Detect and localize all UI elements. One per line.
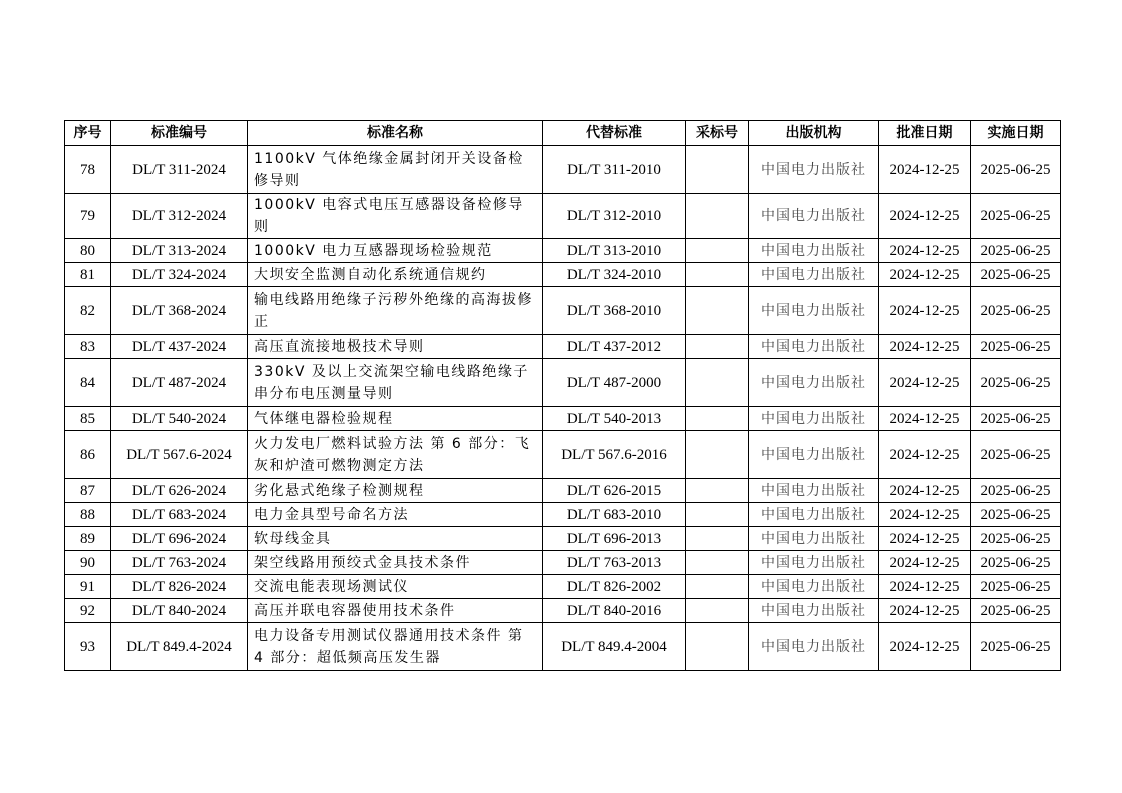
cell-code: DL/T 437-2024	[111, 335, 248, 359]
table-body	[65, 146, 1061, 671]
cell-name: 软母线金具	[248, 527, 543, 551]
cell-replaces: DL/T 437-2012	[543, 335, 686, 359]
cell-publisher: 中国电力出版社	[749, 479, 879, 503]
cell-effective: 2025-06-25	[971, 146, 1061, 194]
cell-replaces: DL/T 696-2013	[543, 527, 686, 551]
cell-adopted	[686, 359, 749, 407]
table-row	[65, 335, 1061, 359]
cell-name: 1000kV 电力互感器现场检验规范	[248, 239, 543, 263]
header-effective: 实施日期	[971, 121, 1061, 146]
cell-adopted	[686, 335, 749, 359]
cell-publisher: 中国电力出版社	[749, 287, 879, 335]
cell-name: 330kV 及以上交流架空输电线路绝缘子串分布电压测量导则	[248, 359, 543, 407]
table-row	[65, 527, 1061, 551]
cell-effective: 2025-06-25	[971, 407, 1061, 431]
cell-replaces: DL/T 840-2016	[543, 599, 686, 623]
table-row	[65, 146, 1061, 194]
cell-name: 大坝安全监测自动化系统通信规约	[248, 263, 543, 287]
cell-effective: 2025-06-25	[971, 359, 1061, 407]
cell-no: 88	[65, 503, 111, 527]
table-row	[65, 599, 1061, 623]
cell-publisher: 中国电力出版社	[749, 599, 879, 623]
cell-adopted	[686, 407, 749, 431]
cell-code: DL/T 840-2024	[111, 599, 248, 623]
cell-no: 90	[65, 551, 111, 575]
cell-approved: 2024-12-25	[879, 194, 971, 239]
cell-effective: 2025-06-25	[971, 479, 1061, 503]
table-row	[65, 431, 1061, 479]
header-no: 序号	[65, 121, 111, 146]
cell-effective: 2025-06-25	[971, 431, 1061, 479]
cell-no: 84	[65, 359, 111, 407]
cell-effective: 2025-06-25	[971, 239, 1061, 263]
cell-name: 输电线路用绝缘子污秽外绝缘的高海拔修正	[248, 287, 543, 335]
cell-no: 83	[65, 335, 111, 359]
cell-approved: 2024-12-25	[879, 527, 971, 551]
cell-adopted	[686, 551, 749, 575]
table-row	[65, 551, 1061, 575]
standards-table	[64, 120, 1061, 671]
cell-adopted	[686, 503, 749, 527]
cell-no: 79	[65, 194, 111, 239]
table-row	[65, 287, 1061, 335]
cell-name: 劣化悬式绝缘子检测规程	[248, 479, 543, 503]
cell-code: DL/T 368-2024	[111, 287, 248, 335]
cell-no: 92	[65, 599, 111, 623]
cell-replaces: DL/T 311-2010	[543, 146, 686, 194]
table-header-row	[65, 121, 1061, 146]
cell-replaces: DL/T 324-2010	[543, 263, 686, 287]
cell-no: 86	[65, 431, 111, 479]
table-row	[65, 263, 1061, 287]
cell-publisher: 中国电力出版社	[749, 551, 879, 575]
cell-publisher: 中国电力出版社	[749, 146, 879, 194]
cell-replaces: DL/T 683-2010	[543, 503, 686, 527]
cell-publisher: 中国电力出版社	[749, 263, 879, 287]
cell-name: 1000kV 电容式电压互感器设备检修导则	[248, 194, 543, 239]
cell-publisher: 中国电力出版社	[749, 239, 879, 263]
cell-publisher: 中国电力出版社	[749, 194, 879, 239]
cell-no: 80	[65, 239, 111, 263]
table-row	[65, 407, 1061, 431]
cell-name: 交流电能表现场测试仪	[248, 575, 543, 599]
header-replaces: 代替标准	[543, 121, 686, 146]
cell-replaces: DL/T 763-2013	[543, 551, 686, 575]
cell-approved: 2024-12-25	[879, 407, 971, 431]
cell-no: 89	[65, 527, 111, 551]
cell-replaces: DL/T 849.4-2004	[543, 623, 686, 671]
cell-approved: 2024-12-25	[879, 287, 971, 335]
cell-code: DL/T 626-2024	[111, 479, 248, 503]
header-adopted: 采标号	[686, 121, 749, 146]
cell-publisher: 中国电力出版社	[749, 431, 879, 479]
cell-effective: 2025-06-25	[971, 194, 1061, 239]
cell-replaces: DL/T 313-2010	[543, 239, 686, 263]
table-row	[65, 194, 1061, 239]
cell-name: 电力金具型号命名方法	[248, 503, 543, 527]
cell-code: DL/T 313-2024	[111, 239, 248, 263]
cell-code: DL/T 826-2024	[111, 575, 248, 599]
cell-adopted	[686, 287, 749, 335]
cell-replaces: DL/T 312-2010	[543, 194, 686, 239]
cell-replaces: DL/T 368-2010	[543, 287, 686, 335]
cell-adopted	[686, 623, 749, 671]
cell-name: 高压并联电容器使用技术条件	[248, 599, 543, 623]
cell-adopted	[686, 479, 749, 503]
cell-name: 高压直流接地极技术导则	[248, 335, 543, 359]
header-approved: 批准日期	[879, 121, 971, 146]
cell-approved: 2024-12-25	[879, 359, 971, 407]
cell-replaces: DL/T 626-2015	[543, 479, 686, 503]
cell-approved: 2024-12-25	[879, 623, 971, 671]
cell-effective: 2025-06-25	[971, 599, 1061, 623]
cell-name: 气体继电器检验规程	[248, 407, 543, 431]
cell-publisher: 中国电力出版社	[749, 407, 879, 431]
cell-publisher: 中国电力出版社	[749, 503, 879, 527]
cell-approved: 2024-12-25	[879, 239, 971, 263]
cell-name: 火力发电厂燃料试验方法 第 6 部分：飞灰和炉渣可燃物测定方法	[248, 431, 543, 479]
table-row	[65, 239, 1061, 263]
cell-code: DL/T 567.6-2024	[111, 431, 248, 479]
cell-code: DL/T 540-2024	[111, 407, 248, 431]
table-row	[65, 623, 1061, 671]
cell-effective: 2025-06-25	[971, 263, 1061, 287]
cell-adopted	[686, 575, 749, 599]
cell-code: DL/T 312-2024	[111, 194, 248, 239]
cell-approved: 2024-12-25	[879, 335, 971, 359]
cell-publisher: 中国电力出版社	[749, 527, 879, 551]
cell-name: 1100kV 气体绝缘金属封闭开关设备检修导则	[248, 146, 543, 194]
cell-publisher: 中国电力出版社	[749, 623, 879, 671]
table-row	[65, 359, 1061, 407]
cell-no: 87	[65, 479, 111, 503]
header-name: 标准名称	[248, 121, 543, 146]
cell-publisher: 中国电力出版社	[749, 335, 879, 359]
cell-code: DL/T 763-2024	[111, 551, 248, 575]
cell-code: DL/T 324-2024	[111, 263, 248, 287]
cell-no: 85	[65, 407, 111, 431]
cell-effective: 2025-06-25	[971, 527, 1061, 551]
cell-code: DL/T 849.4-2024	[111, 623, 248, 671]
cell-code: DL/T 696-2024	[111, 527, 248, 551]
cell-adopted	[686, 527, 749, 551]
cell-effective: 2025-06-25	[971, 335, 1061, 359]
cell-replaces: DL/T 826-2002	[543, 575, 686, 599]
header-code: 标准编号	[111, 121, 248, 146]
cell-replaces: DL/T 487-2000	[543, 359, 686, 407]
cell-effective: 2025-06-25	[971, 575, 1061, 599]
cell-effective: 2025-06-25	[971, 287, 1061, 335]
cell-name: 电力设备专用测试仪器通用技术条件 第 4 部分：超低频高压发生器	[248, 623, 543, 671]
cell-no: 91	[65, 575, 111, 599]
cell-approved: 2024-12-25	[879, 263, 971, 287]
cell-adopted	[686, 263, 749, 287]
cell-effective: 2025-06-25	[971, 503, 1061, 527]
cell-replaces: DL/T 567.6-2016	[543, 431, 686, 479]
cell-adopted	[686, 239, 749, 263]
cell-adopted	[686, 431, 749, 479]
cell-approved: 2024-12-25	[879, 431, 971, 479]
cell-no: 82	[65, 287, 111, 335]
cell-approved: 2024-12-25	[879, 146, 971, 194]
cell-replaces: DL/T 540-2013	[543, 407, 686, 431]
cell-no: 78	[65, 146, 111, 194]
cell-adopted	[686, 599, 749, 623]
cell-adopted	[686, 194, 749, 239]
cell-no: 81	[65, 263, 111, 287]
table-row	[65, 479, 1061, 503]
cell-effective: 2025-06-25	[971, 551, 1061, 575]
cell-approved: 2024-12-25	[879, 575, 971, 599]
cell-approved: 2024-12-25	[879, 599, 971, 623]
cell-code: DL/T 311-2024	[111, 146, 248, 194]
cell-publisher: 中国电力出版社	[749, 575, 879, 599]
cell-code: DL/T 487-2024	[111, 359, 248, 407]
cell-adopted	[686, 146, 749, 194]
cell-name: 架空线路用预绞式金具技术条件	[248, 551, 543, 575]
cell-approved: 2024-12-25	[879, 479, 971, 503]
cell-approved: 2024-12-25	[879, 551, 971, 575]
cell-approved: 2024-12-25	[879, 503, 971, 527]
table-row	[65, 503, 1061, 527]
cell-effective: 2025-06-25	[971, 623, 1061, 671]
cell-code: DL/T 683-2024	[111, 503, 248, 527]
cell-no: 93	[65, 623, 111, 671]
table-row	[65, 575, 1061, 599]
cell-publisher: 中国电力出版社	[749, 359, 879, 407]
header-publisher: 出版机构	[749, 121, 879, 146]
